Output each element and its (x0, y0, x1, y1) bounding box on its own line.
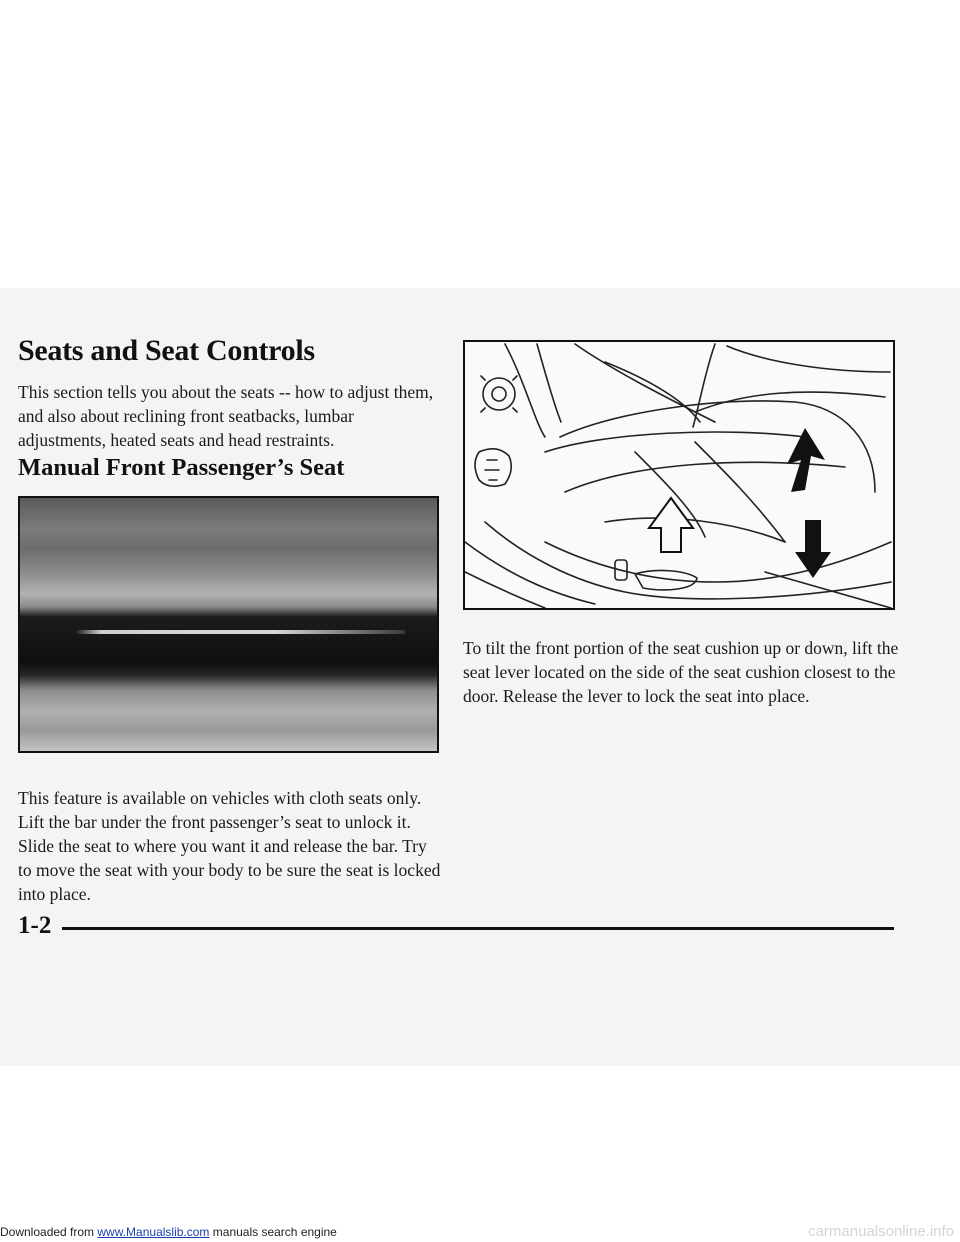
manualslib-link[interactable]: www.Manualslib.com (97, 1225, 210, 1239)
download-footer (0, 1225, 337, 1239)
seat-bar-photo (18, 496, 439, 753)
passenger-seat-paragraph: This feature is available on vehicles with cloth seats only. Lift the bar under the front passenger’s seat to unlock it. Slide the seat to where you want it and release the bar. Try to move the seat with your body to be sure the seat is locked into place. (18, 788, 441, 904)
subsection-heading: Manual Front Passenger’s Seat (18, 454, 345, 481)
footer-rule (62, 927, 894, 930)
site-watermark: carmanualsonline.info (808, 1223, 954, 1240)
page-number: 1-2 (18, 912, 52, 939)
seat-cushion-illustration (463, 340, 895, 610)
seat-tilt-paragraph: To tilt the front portion of the seat cushion up or down, lift the seat lever located on the side of the seat cushion closest to the door. Release the lever to lock the seat into place. (463, 638, 899, 706)
footer-prefix: Downloaded from (0, 1225, 98, 1239)
section-title: Seats and Seat Controls (18, 334, 315, 367)
seat-adjust-bar (75, 630, 405, 634)
intro-paragraph: This section tells you about the seats -- how to adjust them, and also about reclining front seatbacks, lumbar adjustments, heated seats and head restraints. (18, 382, 434, 450)
footer-suffix: manuals search engine (209, 1225, 337, 1239)
seat-cushion-drawing (465, 342, 893, 608)
